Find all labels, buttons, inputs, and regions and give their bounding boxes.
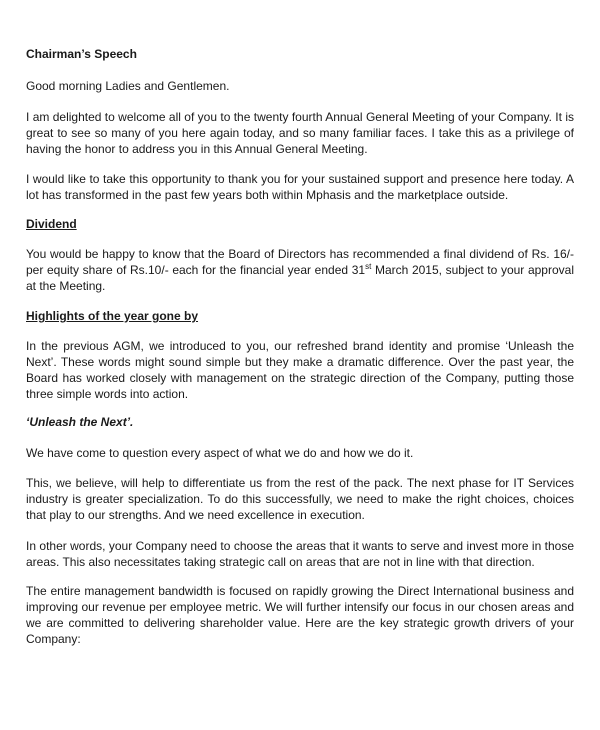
dividend-ordinal-suffix: st <box>365 262 372 271</box>
differentiate-paragraph: This, we believe, will help to differentiate us from the rest of the pack. The next phase for IT Services industry is greater specialization. To do this successfully, we need to make the right choices, choices that play to our strengths. And we need excellence in execution. <box>26 476 574 522</box>
greeting-paragraph: Good morning Ladies and Gentlemen. <box>26 79 230 93</box>
other-words-paragraph: In other words, your Company need to choose the areas that it wants to serve and invest more in those areas. This also necessitates taking strategic call on areas that are not in line with that direction. <box>26 539 574 569</box>
dividend-text-part1: You would be happy to know that the Board of Directors has recommended a final dividend of Rs. 16/- per equity share of Rs.10/- each for the financial year ended 31 <box>26 247 574 277</box>
highlights-heading: Highlights of the year gone by <box>26 309 199 323</box>
document-title: Chairman’s Speech <box>26 47 137 61</box>
dividend-heading: Dividend <box>26 217 77 231</box>
bandwidth-paragraph: The entire management bandwidth is focused on rapidly growing the Direct International business and improving our revenue per employee metric. We will further intensify our focus in our chosen areas and we are committed to delivering shareholder value. Here are the key strategic growth drivers of your Company: <box>26 584 574 646</box>
welcome-paragraph: I am delighted to welcome all of you to the twenty fourth Annual General Meeting of your Company. It is great to see so many of you here again today, and so many familiar faces. I take this as a privilege of having the honor to address you in this Annual General Meeting. <box>26 110 574 156</box>
thanks-paragraph: I would like to take this opportunity to thank you for your sustained support and presence here today. A lot has transformed in the past few years both within Mphasis and the marketplace outside. <box>26 172 574 202</box>
dividend-paragraph <box>26 246 574 294</box>
dividend-text-part2: March 2015, subject to your approval at the Meeting. <box>26 263 574 293</box>
question-paragraph: We have come to question every aspect of what we do and how we do it. <box>26 446 414 460</box>
unleash-subheading: ‘Unleash the Next’. <box>26 415 134 429</box>
agm-paragraph: In the previous AGM, we introduced to you, our refreshed brand identity and promise ‘Unleash the Next’. These words might sound simple but they make a dramatic difference. Over the past year, the Board has worked closely with management on the strategic direction of the Company, putting those three simple words into action. <box>26 339 574 401</box>
